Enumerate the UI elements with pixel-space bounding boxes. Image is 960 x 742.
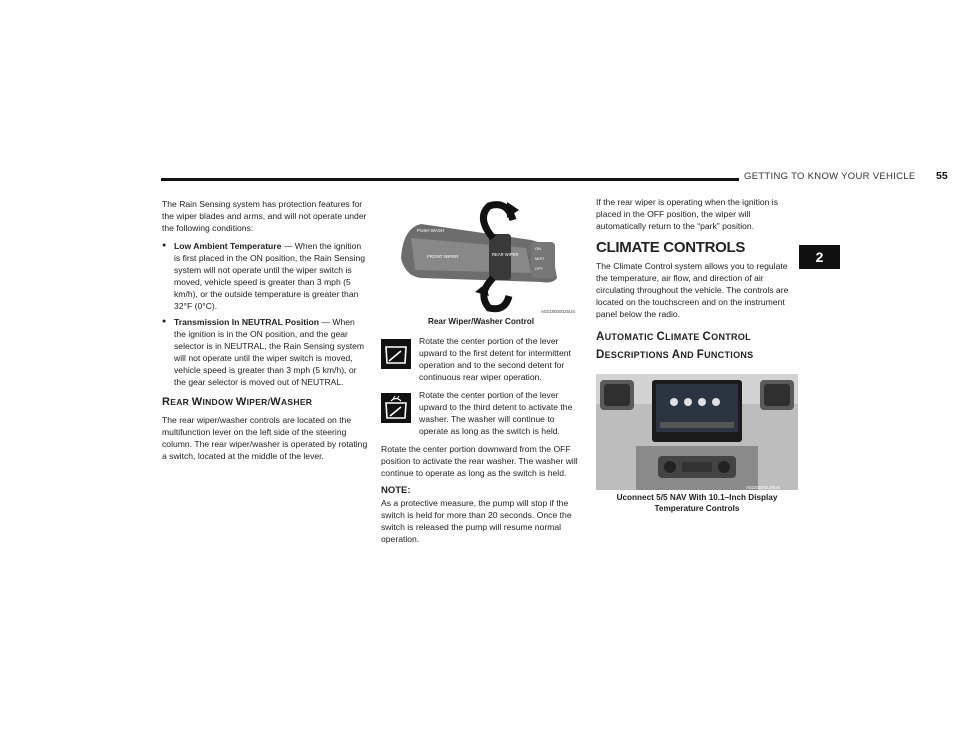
note-title: NOTE: [381,485,411,496]
column-right [596,196,798,522]
note-text: As a protective measure, the pump will stop if the switch is held for more than 20 seconds. Once the switch is released the pump will resume normal operation. [381,498,572,544]
header-rule [161,178,739,181]
rear-wiper-heading: REAR WINDOW WIPER/WASHER [162,396,313,408]
column-left [162,198,368,468]
bullet-low-temp [162,240,368,312]
automatic-climate-heading: AUTOMATIC CLIMATE CONTROL DESCRIPTIONS AND FUNCTIONS [596,331,754,361]
label-push-wash: PUSH WASH [417,228,445,233]
climate-controls-heading: CLIMATE CONTROLS [596,239,746,256]
label-on: ON [535,246,541,251]
rain-sensing-intro: The Rain Sensing system has protection features for the wiper blades and arms, and will not operate under the following conditions: [162,199,367,233]
rear-wiper-body: The rear wiper/washer controls are located on the multifunction lever on the left side of the steering column. The rear wiper/washer is operated by rotating a switch, located at the middle of the lever. [162,415,368,461]
bullet-text: — When the ignition is first placed in the ON position, the Rain Sensing system will not operate until the wiper switch is moved, vehicle speed is greater than 3 mph (5 km/h), or the outside temperature is greater than 32°F (0°C). [174,241,366,311]
rear-washer-icon [381,393,411,423]
rear-wiper-figure [381,198,581,314]
rear-wiper-park-text: If the rear wiper is operating when the ignition is placed in the OFF position, the wiper will automatically return to the “park” position. [596,197,779,231]
uconnect-figure [596,374,798,490]
icon-item-rear-wiper [381,335,581,383]
figure-caption: Rear Wiper/Washer Control [427,317,535,326]
bullet-neutral [162,316,368,388]
rear-wiper-icon [381,339,411,369]
column-middle [381,198,581,551]
section-title: GETTING TO KNOW YOUR VEHICLE [744,171,916,182]
label-rear-wiper: REAR WIPER [492,252,519,257]
icon-item-text: Rotate the center portion of the lever upward to the first detent for intermittent operation and to the second detent for continuous rear wiper operation. [419,336,571,382]
chapter-tab[interactable]: 2 [799,245,840,269]
label-off: OFF [535,266,543,271]
wiper-lever-illustration [381,198,581,314]
label-front-wiper: FRONT WIPER [427,254,459,259]
figure-code: A0218000025US [541,309,576,314]
figure-code: A0220000129US [746,485,781,490]
figure-caption: Uconnect 5/5 NAV With 10.1–Inch Display Temperature Controls [616,493,778,513]
icon-item-rear-washer [381,389,581,437]
bullet-term: Low Ambient Temperature [174,241,282,251]
page-number: 55 [936,170,948,182]
bullet-text: — When the ignition is in the ON position, and the gear selector is in NEUTRAL, the Rain Sensing system will not operate until the wiper switch is moved, vehicle speed is greater than 3 mph (5 km/h), or the gear selector is moved out of NEUTRAL. [174,317,365,387]
icon-item-text: Rotate the center portion of the lever upward to the third detent to activate the washer. The washer will continue to operate as long as the switch is held. [419,390,573,436]
label-mist: MIST [535,256,545,261]
bullet-term: Transmission In NEUTRAL Position [174,317,319,327]
rear-washer-body: Rotate the center portion downward from the OFF position to activate the rear washer. The washer will continue to operate as long as the switch is held. [381,444,578,478]
climate-controls-body: The Climate Control system allows you to regulate the temperature, air flow, and direction of air circulating throughout the vehicle. The controls are located on the touchscreen and on the instrument panel below the radio. [596,261,789,319]
dashboard-photo [596,374,798,490]
